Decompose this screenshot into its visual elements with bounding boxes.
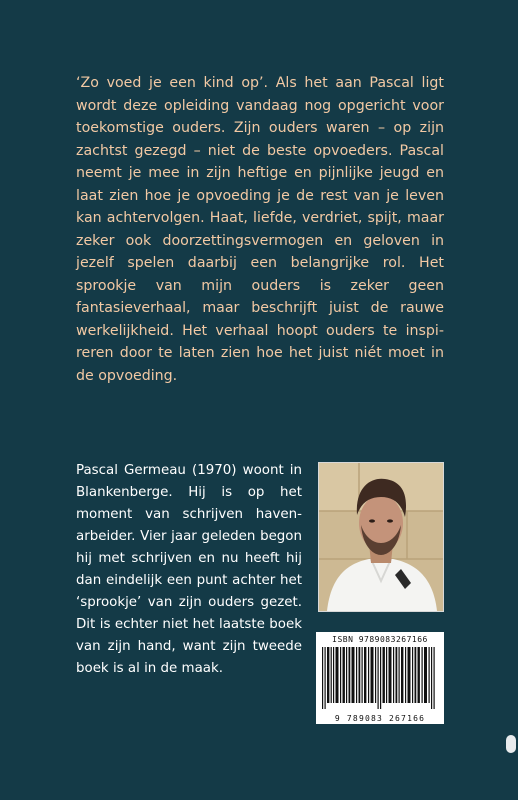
isbn-label: ISBN 9789083267166 (332, 635, 428, 644)
author-bio: Pascal Germeau (1970) woont in Blankenberge. Hij is op het moment van schrijven havenarbeider. Vier jaar geleden begon hij met schrijven en nu heeft hij dan eindelijk een punt achter het ‘sprookje’ van zijn ouders gezet. Dit is echter niet het laatste boek van zijn hand, want zijn tweede boek is al in de maak. (76, 463, 302, 676)
back-cover-blurb: ‘Zo voed je een kind op’. Als het aan Pascal ligt wordt deze opleiding vandaag nog opgericht voor toekomstige ouders. Zijn ouders waren – op zijn zachtst gezegd – niet de beste opvoeders. Pascal neemt je mee in zijn heftige en pijnlijke jeugd en laat zien hoe je opvoeding je de rest van je leven kan achtervolgen. Haat, liefde, verdriet, spijt, maar zeker ook doorzettingsvermogen en geloven in jezelf spelen daarbij een belangrijke rol. Het sprookje van mijn ouders is zeker geen fantasieverhaal, maar beschrijft juist de rauwe werkelijkheid. Het verhaal hoopt ouders te inspireren door te laten zien hoe het juist niét moet in de opvoeding. (76, 75, 444, 384)
author-photo (318, 462, 444, 612)
barcode-digits: 9 789083 267166 (334, 714, 426, 723)
barcode-bars (320, 647, 440, 709)
edge-mark (506, 735, 516, 753)
isbn-barcode (316, 632, 444, 724)
